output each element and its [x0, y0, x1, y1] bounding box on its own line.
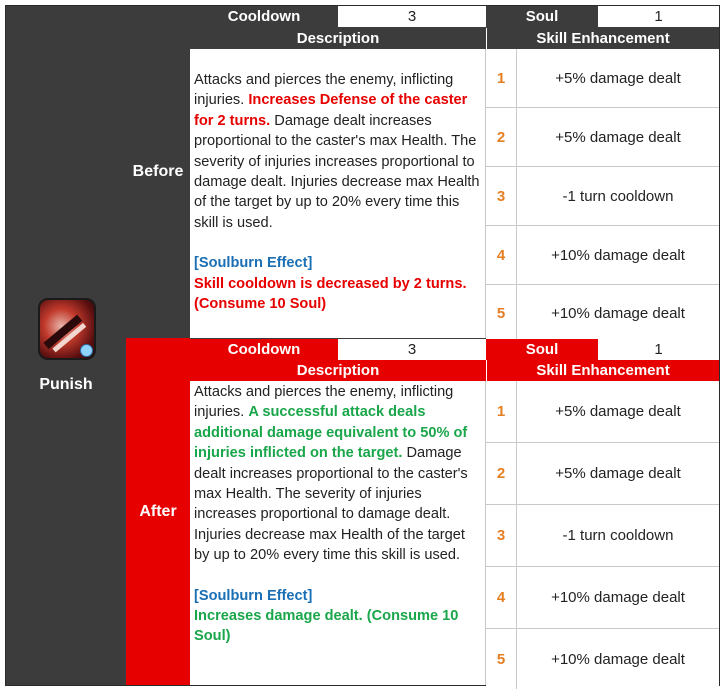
enhancement-row: 5 +10% damage dealt: [486, 285, 719, 342]
before-cooldown-label: Cooldown: [190, 6, 338, 27]
after-label: After: [126, 338, 190, 685]
enhancement-row: 1 +5% damage dealt: [486, 49, 719, 108]
before-highlight: Increases Defense of the caster for 2 turns.: [194, 92, 468, 129]
after-cooldown-label: Cooldown: [190, 339, 338, 360]
after-description: Attacks and pierces the enemy, inflicting injuries. A successful attack deals additional damage equivalent to 50% of injuries inflicted on the target. Damage dealt increases proportional to the caster's max Health. The severity of injuries increases proportional to damage dealt. Injuries decrease max Health of the target by up to 20% every time this skill is used. [Soulburn Effect] Increases damage dealt. (Consume 10 Soul): [190, 381, 486, 685]
before-soulburn-text: Skill cooldown is decreased by 2 turns. (Consume 10 Soul): [194, 275, 467, 313]
punish-skill-icon: [38, 298, 96, 360]
before-soul-value: 1: [598, 6, 719, 27]
before-enhancement-list: [486, 49, 719, 338]
after-cooldown-value: 3: [338, 339, 486, 360]
before-description-header: Description: [190, 28, 486, 49]
enhancement-row: 2 +5% damage dealt: [486, 108, 719, 167]
before-label: Before: [126, 6, 190, 338]
before-soul-label: Soul: [486, 6, 598, 27]
enhancement-row: 1 +5% damage dealt: [486, 381, 719, 443]
enhancement-row: 5 +10% damage dealt: [486, 629, 719, 689]
after-soulburn-text: Increases damage dealt. (Consume 10 Soul): [194, 608, 459, 645]
after-description-header: Description: [190, 360, 486, 381]
after-soul-value: 1: [598, 339, 719, 360]
after-soul-label: Soul: [486, 339, 598, 360]
after-enhancement-header: Skill Enhancement: [486, 360, 719, 381]
enhancement-row: 3 -1 turn cooldown: [486, 505, 719, 567]
enhancement-row: 3 -1 turn cooldown: [486, 167, 719, 226]
before-enhancement-header: Skill Enhancement: [486, 28, 719, 49]
enhancement-row: 2 +5% damage dealt: [486, 443, 719, 505]
after-highlight: A successful attack deals additional damage equivalent to 50% of injuries inflicted on the target.: [194, 404, 468, 462]
after-soulburn-title: [Soulburn Effect]: [194, 587, 313, 604]
before-soulburn-title: [Soulburn Effect]: [194, 255, 313, 272]
before-cooldown-value: 3: [338, 6, 486, 27]
skill-name: Punish: [39, 376, 93, 393]
after-enhancement-list: [486, 381, 719, 685]
before-description: Attacks and pierces the enemy, inflicting injuries. Increases Defense of the caster for 2 turns. Damage dealt increases proportional to the caster's max Health. The severity of injuries increases proportional to damage dealt. Injuries decrease max Health of the target by up to 20% every time this skill is used. [Soulburn Effect] Skill cooldown is decreased by 2 turns. (Consume 10 Soul): [190, 49, 486, 338]
enhancement-row: 4 +10% damage dealt: [486, 567, 719, 629]
enhancement-row: 4 +10% damage dealt: [486, 226, 719, 285]
